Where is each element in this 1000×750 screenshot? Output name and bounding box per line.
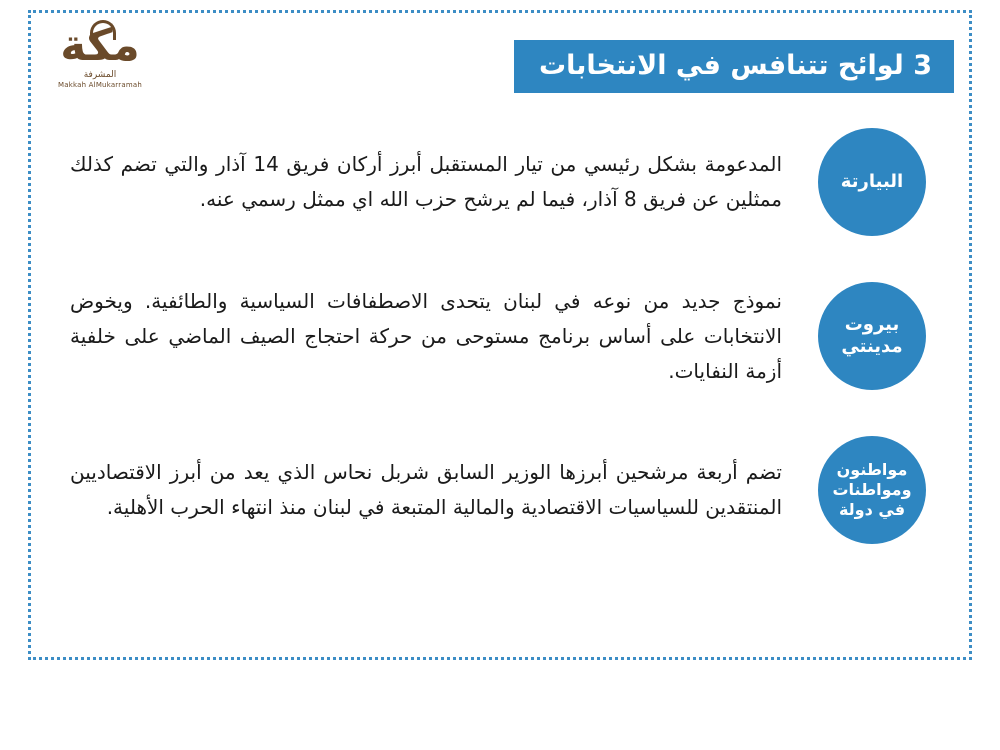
logo-arch-icon (90, 20, 116, 40)
page-title-text: 3 لوائح تتنافس في الانتخابات (539, 50, 932, 81)
list-badge-bayarteh: البيارتة (818, 128, 926, 236)
logo-wordmark: مكة (60, 20, 140, 71)
list-badge-beirut-madinati: بيروت مدينتي (818, 282, 926, 390)
makkah-logo (40, 20, 160, 99)
list-container (60, 128, 940, 568)
page-title (514, 40, 954, 93)
list-item (60, 128, 940, 236)
list-description-beirut-madinati: نموذج جديد من نوعه في لبنان يتحدى الاصطفافات السياسية والطائفية. ويخوض الانتخابات على أساس برنامج مستوحى من حركة احتجاج الصيف الماضي على خلفية أزمة النفايات. (70, 288, 782, 383)
list-item (60, 436, 940, 544)
list-description-bayarteh: المدعومة بشكل رئيسي من تيار المستقبل أبرز أركان فريق 14 آذار والتي تضم كذلك ممثلين عن فريق 8 آذار، فيما لم يرشح حزب الله اي ممثل رسمي عنه. (70, 152, 783, 211)
logo-subtitle: المشرفة (83, 70, 117, 80)
list-badge-citizens-in-state: مواطنون ومواطنات في دولة (818, 436, 926, 544)
list-description-citizens-in-state: تضم أربعة مرشحين أبرزها الوزير السابق شربل نحاس الذي يعد من أبرز الاقتصاديين المنتقدين للسياسيات الاقتصادية والمالية المتبعة في لبنان منذ انتهاء الحرب الأهلية. (70, 460, 782, 519)
list-item (60, 282, 940, 390)
logo-latin-name: Makkah AlMukarramah (58, 81, 142, 89)
